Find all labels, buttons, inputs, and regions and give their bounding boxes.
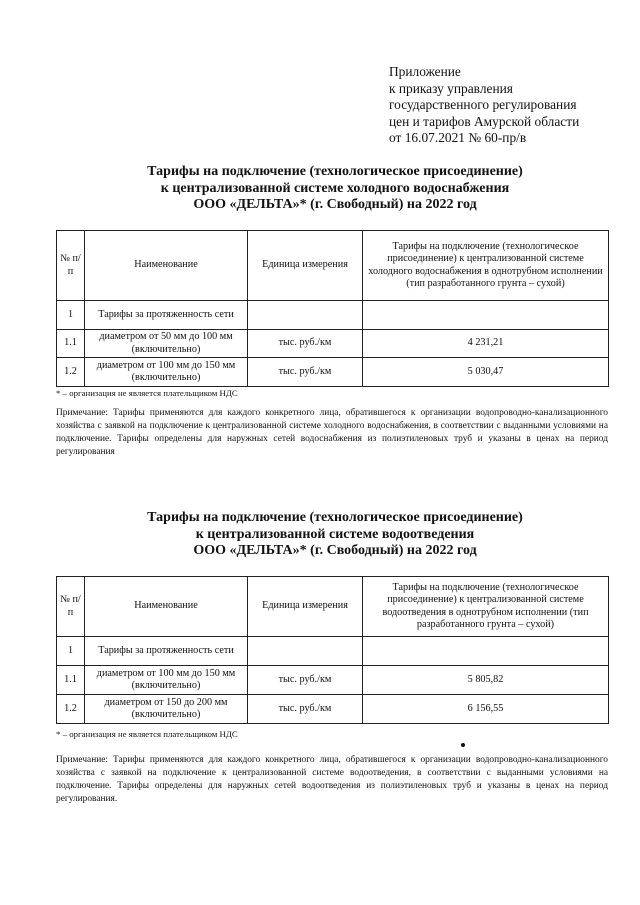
table-row: 1.1 диаметром от 100 мм до 150 мм (включительно) тыс. руб./км 5 805,82 (57, 666, 609, 695)
water-footnote: * – организация не является плательщиком НДС (56, 388, 238, 398)
appendix-line: Приложение (389, 64, 461, 79)
sewer-title: Тарифы на подключение (технологическое присоединение) к централизованной системе водоотведения ООО «ДЕЛЬТА»* (г. Свободный) на 2022 год (147, 510, 523, 558)
header-unit: Единица измерения (248, 231, 363, 301)
header-num: № п/п (57, 577, 85, 637)
water-title: Тарифы на подключение (технологическое присоединение) к централизованной системе холодного водоснабжения ООО «ДЕЛЬТА»* (г. Свободный) на 2022 год (147, 164, 523, 212)
header-tariff: Тарифы на подключение (технологическое присоединение) к централизованной системе холодного водоснабжения в однотрубном исполнении (тип разработанного грунта – сухой) (363, 231, 609, 301)
table-row: 1.2 диаметром от 150 до 200 мм (включительно) тыс. руб./км 6 156,55 (57, 695, 609, 724)
table-header-row (57, 577, 609, 637)
table-row: 1 Тарифы за протяженность сети (57, 637, 609, 666)
header-unit: Единица измерения (248, 577, 363, 637)
water-tariff-table (56, 230, 609, 387)
water-note: Примечание: Тарифы применяются для каждого конкретного лица, обратившегося к организации водопроводно-канализационного хозяйства с заявкой на подключение к централизованной системе холодного водоснабжения, в соответствии с выданными условиями на подключение. Тарифы определены для наружных сетей водоснабжения из полиэтиленовых труб и указаны в ценах на период регулирования (56, 408, 608, 457)
appendix-line: цен и тарифов Амурской области (389, 113, 580, 129)
table-header-row (57, 231, 609, 301)
appendix-line: к приказу управления (389, 80, 513, 96)
table-row: 1.1 диаметром от 50 мм до 100 мм (включительно) тыс. руб./км 4 231,21 (57, 330, 609, 358)
sewer-tariff-table (56, 576, 609, 724)
appendix-block (389, 64, 579, 147)
table-row: 1 Тарифы за протяженность сети (57, 301, 609, 330)
sewer-footnote: * – организация не является плательщиком НДС (56, 729, 238, 739)
header-tariff: Тарифы на подключение (технологическое присоединение) к централизованной системе водоотведения в однотрубном исполнении (тип разработанного грунта – сухой) (363, 577, 609, 637)
header-name: Наименование (85, 231, 248, 301)
sewer-note: Примечание: Тарифы применяются для каждого конкретного лица, обратившегося к организации водопроводно-канализационного хозяйства с заявкой на подключение к централизованной системе водоотведения, в соответствии с выданными условиями на подключение. Тарифы определены для наружных сетей водоотведения из полиэтиленовых труб и указаны в ценах на период регулирования. (56, 755, 608, 804)
header-num: № п/п (57, 231, 85, 301)
appendix-line: от 16.07.2021 № 60-пр/в (389, 130, 527, 145)
appendix-line: государственного регулирования (389, 97, 577, 112)
header-name: Наименование (85, 577, 248, 637)
table-row: 1.2 диаметром от 100 мм до 150 мм (включительно) тыс. руб./км 5 030,47 (57, 358, 609, 387)
scan-speck (461, 743, 465, 747)
